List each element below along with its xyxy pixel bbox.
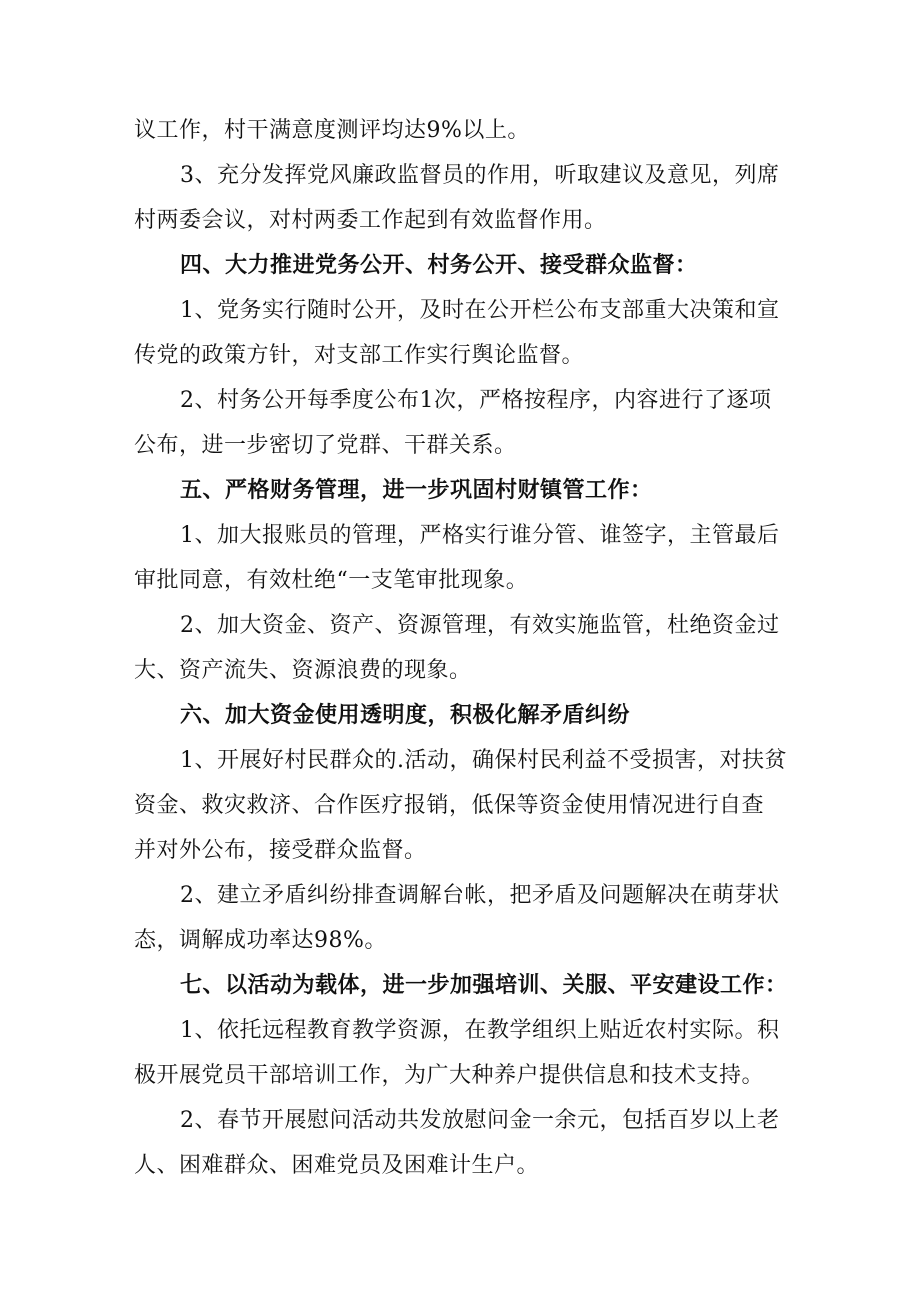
text-line: 审批同意，有效杜绝“一支笔审批现象。 [134, 568, 529, 593]
section-heading-4: 四、大力推进党务公开、村务公开、接受群众监督： [180, 252, 698, 278]
paragraph-start: 2、春节开展慰问活动共发放慰问金一余元，包括百岁以上老 [180, 1108, 780, 1133]
paragraph-start: 2、建立矛盾纠纷排查调解台帐，把矛盾及问题解决在萌芽状 [180, 883, 780, 908]
paragraph-start: 2、村务公开每季度公布1次，严格按程序，内容进行了逐项 [180, 388, 772, 413]
text-line: 议工作，村干满意度测评均达9%以上。 [134, 118, 530, 143]
paragraph-3-start: 3、充分发挥党风廉政监督员的作用，听取建议及意见，列席 [180, 163, 780, 188]
text-line: 态，调解成功率达98%。 [134, 928, 387, 953]
text-line: 公布，进一步密切了党群、干群关系。 [134, 433, 517, 458]
text-line: 大、资产流失、资源浪费的现象。 [134, 658, 472, 683]
text-line: 并对外公布，接受群众监督。 [134, 838, 427, 863]
section-heading-6: 六、加大资金使用透明度，积极化解矛盾纠纷 [180, 702, 631, 728]
section-heading-7: 七、以活动为载体，进一步加强培训、关服、平安建设工作： [180, 972, 788, 998]
paragraph-start: 1、加大报账员的管理，严格实行谁分管、谁签字，主管最后 [180, 523, 780, 548]
text-line: 村两委会议，对村两委工作起到有效监督作用。 [134, 208, 607, 233]
text-line: 资金、救灾救济、合作医疗报销，低保等资金使用情况进行自查 [134, 793, 765, 818]
paragraph-start: 2、加大资金、资产、资源管理，有效实施监管，杜绝资金过 [180, 613, 780, 638]
text-line: 人、困难群众、困难党员及困难计生户。 [134, 1153, 540, 1178]
section-heading-5: 五、严格财务管理，进一步巩固村财镇管工作： [180, 477, 653, 503]
paragraph-start: 1、依托远程教育教学资源，在教学组织上贴近农村实际。积 [180, 1018, 780, 1043]
paragraph-start: 1、开展好村民群众的.活动，确保村民利益不受损害，对扶贫 [180, 748, 787, 773]
text-line: 极开展党员干部培训工作，为广大种养户提供信息和技术支持。 [134, 1063, 765, 1088]
paragraph-start: 1、党务实行随时公开，及时在公开栏公布支部重大决策和宣 [180, 298, 780, 323]
text-line: 传党的政策方针，对支部工作实行舆论监督。 [134, 343, 585, 368]
